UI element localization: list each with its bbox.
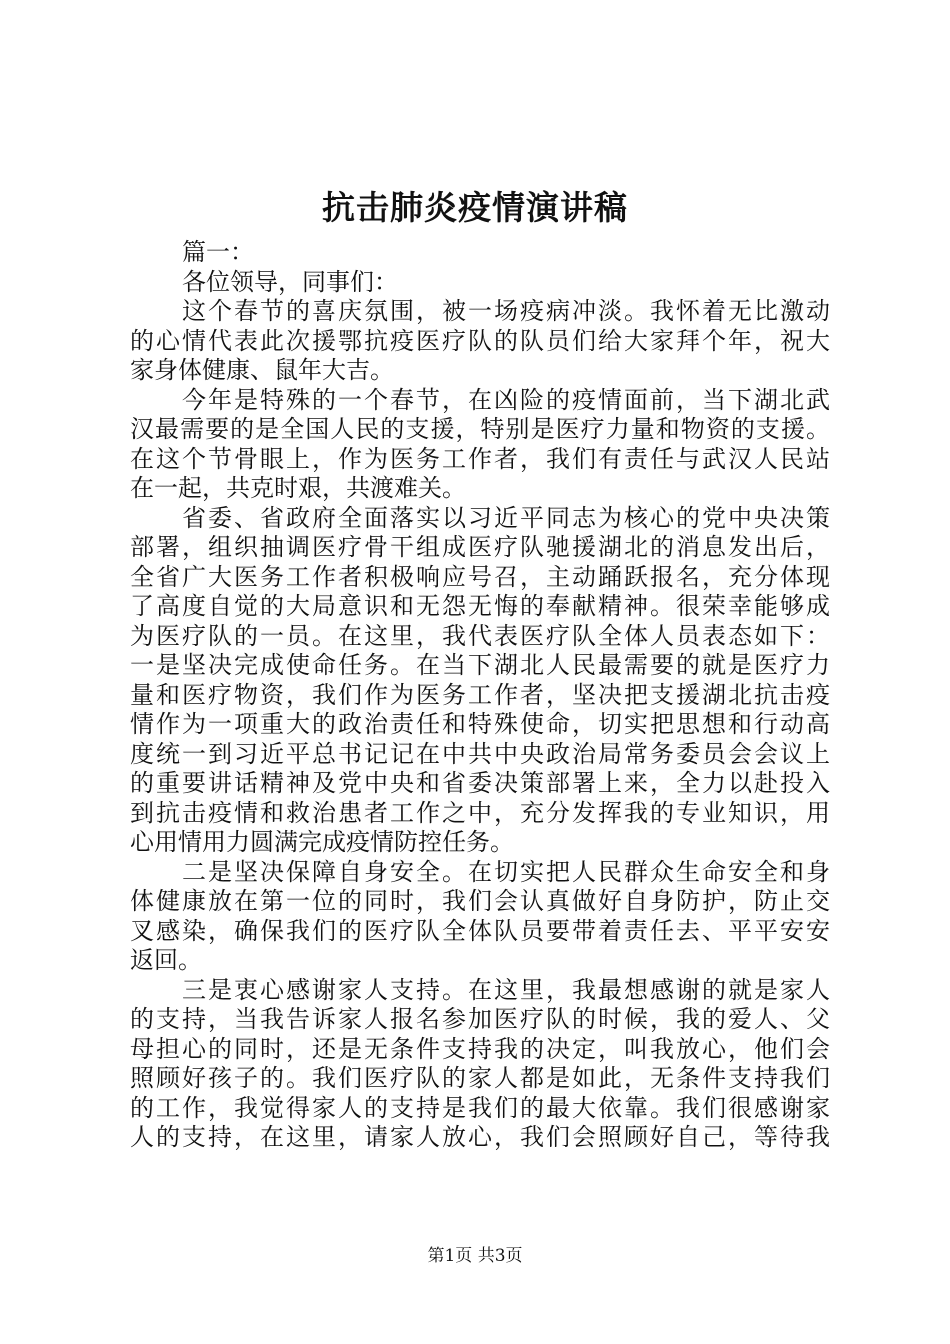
text-line: 二是坚决保障自身安全。在切实把人民群众生命安全和身 [182, 857, 830, 886]
text-line: 为医疗队的一员。在这里，我代表医疗队全体人员表态如下： [130, 621, 830, 650]
document-body [130, 238, 830, 1153]
page-number: 第1页 共3页 [427, 1246, 523, 1266]
text-line: 在这个节骨眼上，作为医务工作者，我们有责任与武汉人民站 [130, 444, 830, 473]
text-line: 体健康放在第一位的同时，我们会认真做好自身防护，防止交 [130, 887, 830, 915]
text-line: 心用情用力圆满完成疫情防控任务。 [130, 828, 514, 856]
text-line: 家身体健康、鼠年大吉。 [130, 356, 394, 384]
document-title: 抗击肺炎疫情演讲稿 [322, 188, 628, 227]
text-line: 量和医疗物资，我们作为医务工作者，坚决把支援湖北抗击疫 [130, 680, 830, 709]
text-line: 篇一： [182, 238, 254, 266]
text-line: 汉最需要的是全国人民的支援，特别是医疗力量和物资的支援。 [130, 415, 830, 443]
text-line: 情作为一项重大的政治责任和特殊使命，切实把思想和行动高 [130, 710, 830, 738]
text-line: 到抗击疫情和救治患者工作之中，充分发挥我的专业知识，用 [130, 798, 830, 827]
text-line: 各位领导，同事们： [182, 267, 398, 296]
text-line: 部署，组织抽调医疗骨干组成医疗队驰援湖北的消息发出后， [130, 533, 830, 561]
text-line: 的工作，我觉得家人的支持是我们的最大依靠。我们很感谢家 [130, 1093, 830, 1122]
text-line: 省委、省政府全面落实以习近平同志为核心的党中央决策 [182, 503, 830, 532]
text-line: 今年是特殊的一个春节，在凶险的疫情面前，当下湖北武 [182, 385, 830, 414]
text-line: 人的支持，在这里，请家人放心，我们会照顾好自己，等待我 [130, 1123, 830, 1151]
text-line: 的支持，当我告诉家人报名参加医疗队的时候，我的爱人、父 [130, 1005, 830, 1033]
text-line: 三是衷心感谢家人支持。在这里，我最想感谢的就是家人 [182, 975, 830, 1004]
text-line: 了高度自觉的大局意识和无怨无悔的奉献精神。很荣幸能够成 [130, 592, 830, 620]
text-line: 照顾好孩子的。我们医疗队的家人都是如此，无条件支持我们 [130, 1064, 830, 1092]
text-line: 度统一到习近平总书记记在中共中央政治局常务委员会会议上 [130, 739, 830, 768]
text-line: 返回。 [130, 946, 202, 974]
text-line: 的重要讲话精神及党中央和省委决策部署上来，全力以赴投入 [130, 769, 830, 797]
text-line: 一是坚决完成使命任务。在当下湖北人民最需要的就是医疗力 [130, 651, 830, 679]
text-line: 的心情代表此次援鄂抗疫医疗队的队员们给大家拜个年，祝大 [130, 326, 830, 355]
text-line: 叉感染，确保我们的医疗队全体队员要带着责任去、平平安安 [130, 916, 830, 945]
text-line: 这个春节的喜庆氛围，被一场疫病冲淡。我怀着无比激动 [182, 297, 830, 325]
text-line: 在一起，共克时艰，共渡难关。 [130, 474, 466, 502]
text-line: 全省广大医务工作者积极响应号召，主动踊跃报名，充分体现 [130, 562, 830, 591]
text-line: 母担心的同时，还是无条件支持我的决定，叫我放心，他们会 [130, 1034, 830, 1063]
